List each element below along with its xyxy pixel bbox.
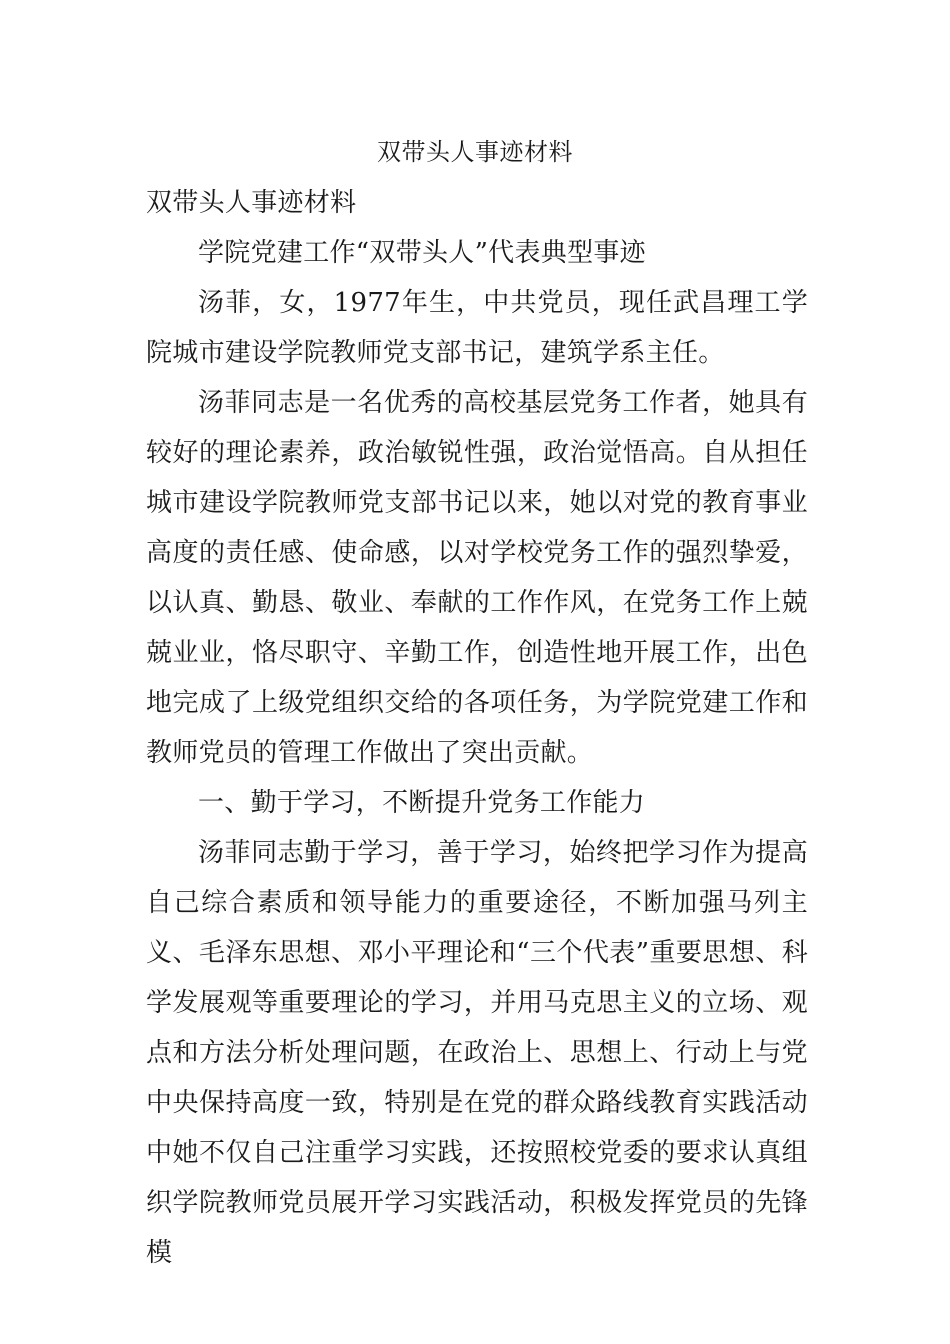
document-subtitle: 双带头人事迹材料 — [146, 188, 357, 218]
section-paragraph: 汤菲同志勤于学习，善于学习，始终把学习作为提高自己综合素质和领导能力的重要途径，不断加强马列主义、毛泽东思想、邓小平理论和“三个代表”重要思想、科学发展观等重要理论的学习，并用马克思主义的立场、观点和方法分析处理问题，在政治上、思想上、行动上与党中央保持高度一致，特别是在党的群众路线教育实践活动中她不仅自己注重学习实践，还按照校党委的要求认真组织学院教师党员展开学习实践活动，积极发挥党员的先锋模 — [146, 838, 808, 1268]
document-body — [146, 178, 808, 1278]
document-heading: 学院党建工作“双带头人”代表典型事迹 — [198, 238, 646, 268]
paragraph-intro: 汤菲，女，1977年生，中共党员，现任武昌理工学院城市建设学院教师党支部书记，建筑学系主任。 — [146, 288, 808, 368]
document-title: 双带头人事迹材料 — [377, 138, 573, 166]
paragraph-profile: 汤菲同志是一名优秀的高校基层党务工作者，她具有较好的理论素养，政治敏锐性强，政治觉悟高。自从担任城市建设学院教师党支部书记以来，她以对党的教育事业高度的责任感、使命感，以对学校党务工作的强烈挚爱，以认真、勤恳、敬业、奉献的工作作风，在党务工作上兢兢业业，恪尽职守、辛勤工作，创造性地开展工作，出色地完成了上级党组织交给的各项任务，为学院党建工作和教师党员的管理工作做出了突出贡献。 — [146, 388, 808, 768]
section-heading: 一、勤于学习，不断提升党务工作能力 — [198, 788, 646, 818]
